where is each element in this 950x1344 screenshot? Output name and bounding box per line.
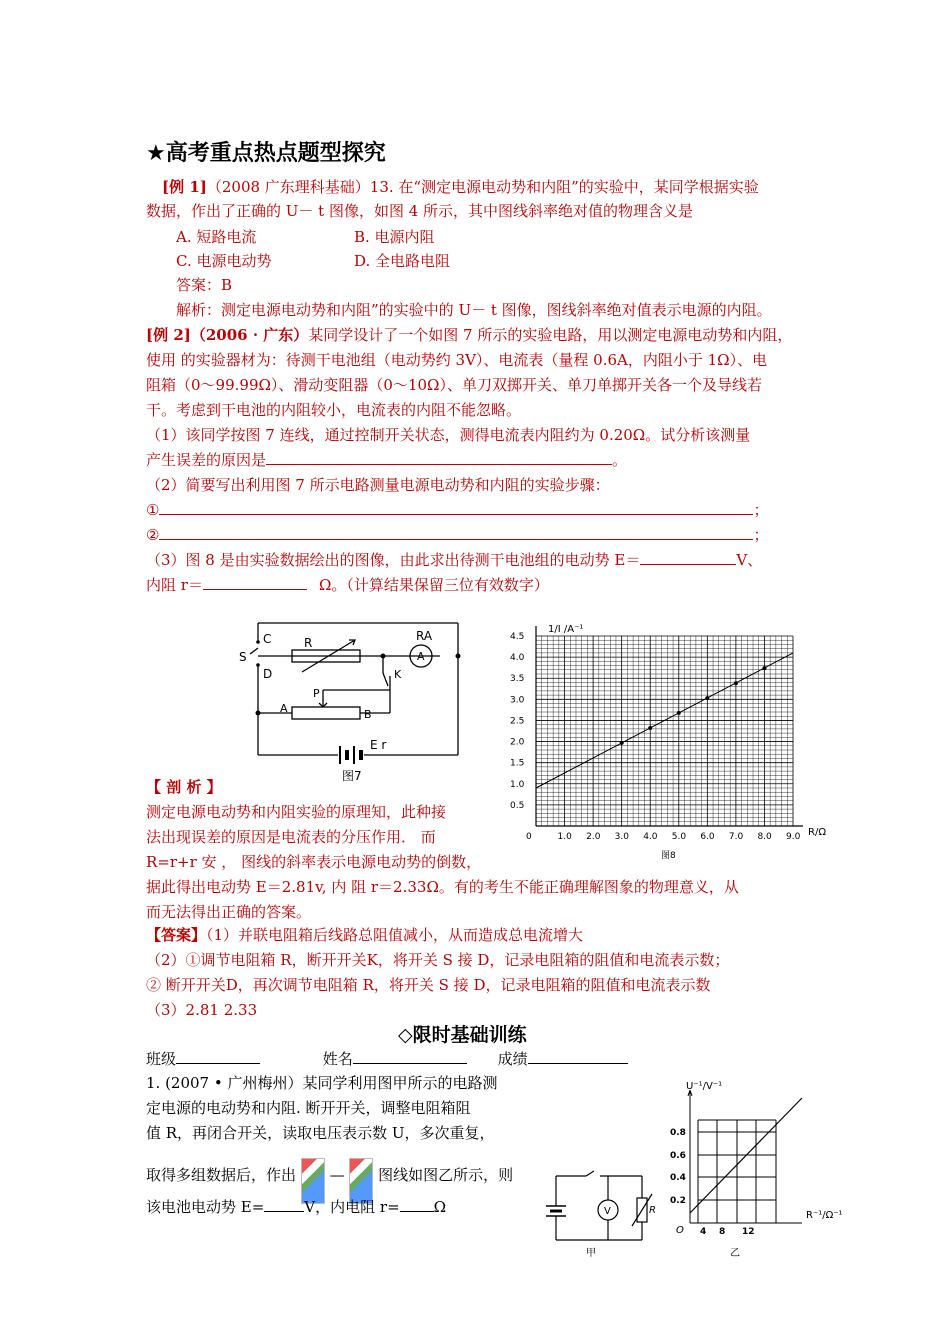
step-2-marker: ②: [146, 526, 160, 544]
analysis-line-4: 据此得出电动势 E＝2.81v, 内 阻 r＝2.33Ω。有的考生不能正确理解图象的物理意义，从: [146, 878, 739, 896]
step-2-line: [146, 524, 768, 546]
y-tick-label: 3.5: [510, 674, 525, 685]
figure-7-circuit: [230, 618, 470, 783]
label-k: K: [394, 668, 402, 681]
example-2-line-4: 干。考虑到干电池的内阻较小，电流表的内阻不能忽略。: [146, 401, 522, 419]
yi-ytick: 0.6: [670, 1151, 686, 1161]
x-axis-label: R/Ω: [808, 827, 826, 838]
example-2-line-1: [146, 324, 792, 346]
y-tick-label: 1.5: [510, 758, 525, 769]
label-ra: RA: [416, 629, 433, 643]
x-tick-label: 1.0: [557, 832, 572, 842]
question-3-line-1: [146, 549, 762, 571]
score-label: 成绩: [497, 1050, 528, 1068]
q1-dash: —: [329, 1166, 345, 1184]
y-tick-label: 2.5: [510, 716, 525, 727]
answer-line-2: （2）①调节电阻箱 R，断开开关K，将开关 S 接 D，记录电阻箱的阻值和电流表示数；: [146, 951, 730, 969]
data-point: [734, 681, 738, 685]
class-field[interactable]: [176, 1049, 260, 1064]
label-b: B: [364, 708, 372, 721]
x-tick-label: 2.0: [586, 832, 601, 842]
label-d: D: [263, 667, 273, 681]
x-tick-label: 6.0: [700, 832, 715, 842]
resistance-unit: Ω。（计算结果保留三位有效数字）: [318, 576, 549, 594]
chart-grid: [536, 626, 803, 826]
class-label: 班级: [146, 1050, 177, 1068]
analysis-title: 【 剖 析 】: [146, 778, 222, 796]
example-1-analysis: 解析：测定电源电动势和内阻”的实验中的 U－ t 图像，图线斜率绝对值表示电源的内阻。: [176, 301, 772, 319]
x-tick-label: 3.0: [614, 832, 629, 842]
answer-line-4: （3）2.81 2.33: [146, 1001, 258, 1019]
yi-x-axis-label: R⁻¹/Ω⁻¹: [806, 1210, 843, 1221]
data-point: [677, 711, 681, 715]
question-1-line-2: [146, 449, 627, 471]
q1-text-4a: 取得多组数据后，作出: [146, 1166, 297, 1184]
yi-ytick: 0.4: [670, 1173, 686, 1183]
yi-xtick: 12: [742, 1227, 755, 1237]
label-p: P: [313, 687, 320, 700]
analysis-line-5: 而无法得出正确的答案。: [146, 903, 312, 921]
figure-8-chart: [508, 618, 838, 866]
x-tick-label: 0: [526, 832, 532, 842]
q1-line-1: 1. (2007 • 广州梅州）某同学利用图甲所示的电路测: [146, 1074, 498, 1092]
option-b: B. 电源内阻: [354, 228, 435, 246]
example-2-line-2: 使用 的实验器材为：待测干电池组（电动势约 3V）、电流表（量程 0.6A，内阻小于 1Ω）、电: [146, 351, 768, 369]
resistance-answer-blank[interactable]: [400, 1197, 434, 1212]
y-tick-label: 4.5: [510, 632, 525, 642]
example-1-text-1: （2008 广东理科基础）13. 在“测定电源电动势和内阻”的实验中，某同学根据实验: [206, 178, 759, 196]
internal-resistance-label: V，内电阻 r=: [304, 1198, 400, 1216]
step-1-blank[interactable]: [159, 500, 753, 515]
q1-line-5: [146, 1196, 446, 1218]
y-axis-label: 1/I /A⁻¹: [548, 624, 584, 635]
name-label: 姓名: [322, 1050, 353, 1068]
y-tick-label: 2.0: [510, 737, 525, 748]
example-1-tag: [例 1]: [162, 178, 207, 196]
question-2: （2）简要写出利用图 7 所示电路测量电源电动势和内阻的实验步骤：: [146, 476, 610, 494]
data-point: [705, 696, 709, 700]
figure-yi-chart: [664, 1080, 864, 1262]
data-point: [620, 741, 624, 745]
label-er: E r: [370, 738, 387, 752]
x-tick-label: 8.0: [757, 832, 772, 842]
analysis-line-2: 法出现误差的原因是电流表的分压作用． 而: [146, 828, 436, 846]
example-1-line-1: [162, 176, 759, 198]
y-tick-label: 1.0: [510, 779, 525, 790]
example-2-tag: [例 2]（2006 · 广东）: [146, 326, 309, 344]
label-s: S: [239, 650, 247, 664]
figure-7-caption: 图7: [342, 769, 362, 783]
emf-unit: V、: [736, 551, 763, 569]
emf-blank[interactable]: [640, 550, 736, 565]
y-tick-label: 4.0: [510, 653, 525, 664]
figure-jia-circuit: [538, 1170, 664, 1260]
yi-origin: O: [676, 1225, 684, 1236]
question-1-end: 。: [612, 451, 628, 469]
x-tick-label: 9.0: [786, 832, 801, 842]
resistance-blank[interactable]: [203, 575, 307, 590]
label-a: A: [280, 702, 288, 715]
step-1-semicolon: ；: [753, 501, 769, 519]
answer-line-1: [146, 924, 583, 946]
q1-line-2: 定电源的电动势和内阻. 断开开关，调整电阻箱阻: [146, 1099, 471, 1117]
question-1-text: 产生误差的原因是: [146, 451, 267, 469]
figure-yi-caption: 乙: [730, 1248, 740, 1259]
analysis-line-1: 测定电源电动势和内阻实验的原理知，此种接: [146, 803, 447, 821]
option-d: D. 全电路电阻: [354, 252, 451, 270]
figure-jia-caption: 甲: [586, 1248, 596, 1259]
answer-tag: 【答案】: [146, 926, 207, 944]
label-r: R: [304, 636, 313, 650]
y-tick-label: 0.5: [510, 800, 525, 811]
ammeter-symbol: A: [417, 650, 425, 663]
name-field[interactable]: [353, 1049, 467, 1064]
question-1-line-1: （1）该同学按图 7 连线，通过控制开关状态，测得电流表内阻约为 0.20Ω。试分析该测量: [146, 426, 751, 444]
voltmeter-symbol: V: [604, 1206, 611, 1217]
yi-ytick: 0.2: [670, 1196, 686, 1206]
emf-answer-blank[interactable]: [264, 1197, 304, 1212]
section-title: ★高考重点热点题型探究: [146, 141, 386, 166]
question-3-line-2: [146, 574, 549, 596]
ohm-unit: Ω: [433, 1198, 447, 1216]
q1-text-4c: 图线如图乙所示，则: [378, 1166, 514, 1184]
data-point: [648, 726, 652, 730]
option-c: C. 电源电动势: [176, 252, 272, 270]
answer-line-3: ② 断开开关D，再次调节电阻箱 R，将开关 S 接 D，记录电阻箱的阻值和电流表示数: [146, 976, 711, 994]
example-2-text-1: 某同学设计了一个如图 7 所示的实验电路，用以测定电源电动势和内阻，: [308, 326, 793, 344]
step-2-blank[interactable]: [159, 525, 753, 540]
answer-1: （1）并联电阻箱后线路总阻值减小，从而造成总电流增大: [206, 926, 584, 944]
x-tick-label: 7.0: [728, 832, 744, 842]
step-1-marker: ①: [146, 501, 160, 519]
yi-ytick: 0.8: [670, 1128, 686, 1138]
yi-xtick: 4: [700, 1227, 707, 1237]
q1-line-3: 值 R，再闭合开关，读取电压表示数 U，多次重复，: [146, 1124, 495, 1142]
form-line: [146, 1048, 628, 1070]
label-c: C: [263, 632, 272, 646]
section-2-title: ◇限时基础训练: [398, 1024, 527, 1046]
y-tick-label: 3.0: [510, 695, 525, 706]
yi-y-axis-label: U⁻¹/V⁻¹: [686, 1081, 723, 1092]
question-3-text: （3）图 8 是由实验数据绘出的图像，由此求出待测干电池组的电动势 E＝: [146, 551, 641, 569]
resistor-box-label: R: [649, 1205, 656, 1216]
analysis-line-3: R=r+r 安 ， 图线的斜率表示电源电动势的倒数，: [146, 853, 482, 871]
x-tick-label: 4.0: [643, 832, 658, 842]
resistance-text: 内阻 r＝: [146, 576, 203, 594]
yi-xtick: 8: [719, 1227, 726, 1237]
example-1-line-2: 数据，作出了正确的 U－ t 图像，如图 4 所示，其中图线斜率绝对值的物理含义是: [146, 202, 694, 220]
score-field[interactable]: [528, 1049, 628, 1064]
answer-blank-1[interactable]: [266, 450, 612, 465]
example-2-line-3: 阻箱（0～99.99Ω）、滑动变阻器（0～10Ω）、单刀双掷开关、单刀单掷开关各一个及导线若: [146, 376, 762, 394]
chart-ticks: [510, 632, 801, 842]
figure-8-caption: 图8: [661, 851, 676, 861]
example-1-answer: 答案：B: [176, 276, 233, 294]
emf-label: 该电池电动势 E=: [146, 1198, 265, 1216]
x-tick-label: 5.0: [671, 832, 687, 842]
data-point: [762, 666, 766, 670]
step-2-semicolon: ；: [753, 526, 769, 544]
option-a: A. 短路电流: [176, 228, 257, 246]
step-1-line: [146, 499, 768, 521]
